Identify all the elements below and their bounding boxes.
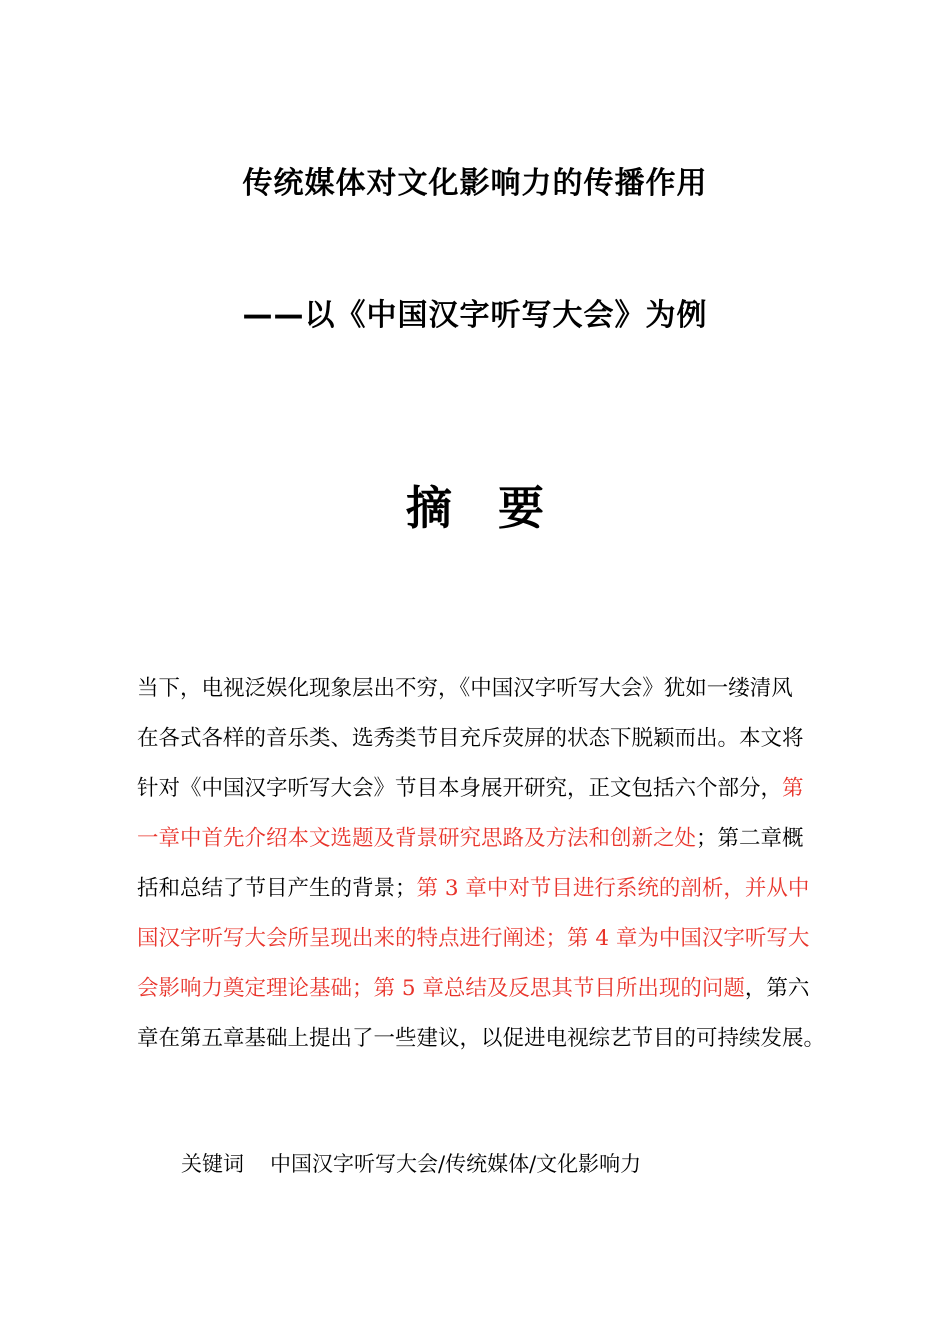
abstract-text-highlighted: 第 3 章中对节目进行系统的剖析，并从中	[416, 876, 810, 901]
abstract-text: 章在第五章基础上提出了一些建议，以促进电视综艺节目的可持续发展。	[137, 1026, 826, 1051]
abstract-text-highlighted: 国汉字听写大会所呈现出来的特点进行阐述；第 4 章为中国汉字听写大	[137, 926, 810, 951]
abstract-line	[137, 914, 837, 964]
abstract-line	[137, 714, 837, 764]
abstract-line	[137, 814, 837, 864]
abstract-text: ；第二章概	[696, 826, 804, 851]
abstract-line	[137, 1014, 837, 1064]
abstract-line	[137, 964, 837, 1014]
abstract-text: ，第六	[744, 976, 810, 1001]
keywords-label: 关键词	[181, 1152, 244, 1176]
abstract-text: 括和总结了节目产生的背景；	[137, 876, 417, 901]
abstract-text: 针对《中国汉字听写大会》节目本身展开研究，正文包括六个部分，	[137, 776, 783, 801]
abstract-body	[137, 664, 837, 1064]
keywords-value: 中国汉字听写大会/传统媒体/文化影响力	[270, 1152, 642, 1176]
abstract-heading: 摘要	[406, 481, 590, 535]
abstract-text-highlighted: 第	[782, 776, 804, 801]
abstract-text-highlighted: 会影响力奠定理论基础；第 5 章总结及反思其节目所出现的问题	[137, 976, 745, 1001]
abstract-text: 当下，电视泛娱化现象层出不穷，《中国汉字听写大会》犹如一缕清风	[137, 676, 793, 701]
keywords-line	[181, 1148, 641, 1178]
abstract-text: 在各式各样的音乐类、选秀类节目充斥荧屏的状态下脱颖而出。本文将	[137, 726, 804, 751]
abstract-line	[137, 764, 837, 814]
abstract-line	[137, 864, 837, 914]
document-title: 传统媒体对文化影响力的传播作用	[242, 166, 708, 201]
abstract-text-highlighted: 一章中首先介绍本文选题及背景研究思路及方法和创新之处	[137, 826, 697, 851]
abstract-line	[137, 664, 837, 714]
document-subtitle: ——以《中国汉字听写大会》为例	[242, 298, 708, 333]
